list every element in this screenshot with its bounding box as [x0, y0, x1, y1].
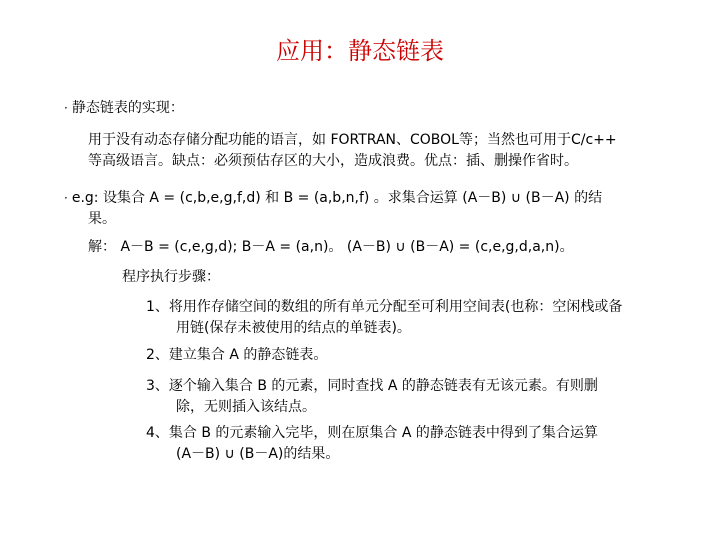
- section1-heading-line: [64, 98, 184, 118]
- section1-text-line-2: 等高级语言。缺点：必须预估存区的大小，造成浪费。优点：插、删操作省时。: [88, 153, 578, 169]
- step-1-number: 1、: [146, 299, 169, 315]
- example-text-1: e.g: 设集合 A = (c,b,e,g,f,d) 和 B = (a,b,n,f) 。求集合运算 (A－B) ∪ (B－A) 的结: [71, 190, 603, 206]
- step-1-text-1: 将用作存储空间的数组的所有单元分配至可利用空间表(也称：空闲栈或备: [168, 299, 623, 315]
- step-1-line-1: [146, 297, 622, 317]
- steps-heading: 程序执行步骤：: [122, 269, 220, 285]
- step-3-text-1: 逐个输入集合 B 的元素，同时查找 A 的静态链表有无该元素。有则删: [168, 378, 598, 394]
- step-4-line-1: [146, 423, 598, 443]
- step-3-number: 3、: [146, 378, 169, 394]
- step-3-line-1: [146, 376, 598, 396]
- step-4-line-2: (A－B) ∪ (B－A)的结果。: [176, 446, 340, 462]
- step-2-number: 2、: [146, 347, 169, 363]
- slide-title: 应用：静态链表: [276, 37, 444, 65]
- bullet-icon: ·: [64, 101, 68, 115]
- step-1-line-2: 用链(保存未被使用的结点的单链表)。: [176, 320, 411, 336]
- example-line-2: 果。: [88, 211, 116, 227]
- example-line-1: [64, 188, 602, 208]
- bullet-icon: ·: [64, 191, 68, 205]
- step-2-line-1: [146, 345, 327, 365]
- step-4-text-1: 集合 B 的元素输入完毕，则在原集合 A 的静态链表中得到了集合运算: [168, 425, 598, 441]
- solution-line: 解： A－B = (c,e,g,d); B－A = (a,n)。 (A－B) ∪ (B－A) = (c,e,g,d,a,n)。: [88, 239, 574, 255]
- section1-text-line-1: 用于没有动态存储分配功能的语言，如 FORTRAN、COBOL等；当然也可用于C/c++: [88, 132, 617, 148]
- step-2-text-1: 建立集合 A 的静态链表。: [168, 347, 328, 363]
- step-4-number: 4、: [146, 425, 169, 441]
- section1-heading: 静态链表的实现：: [71, 100, 184, 116]
- step-3-line-2: 除，无则插入该结点。: [176, 399, 316, 415]
